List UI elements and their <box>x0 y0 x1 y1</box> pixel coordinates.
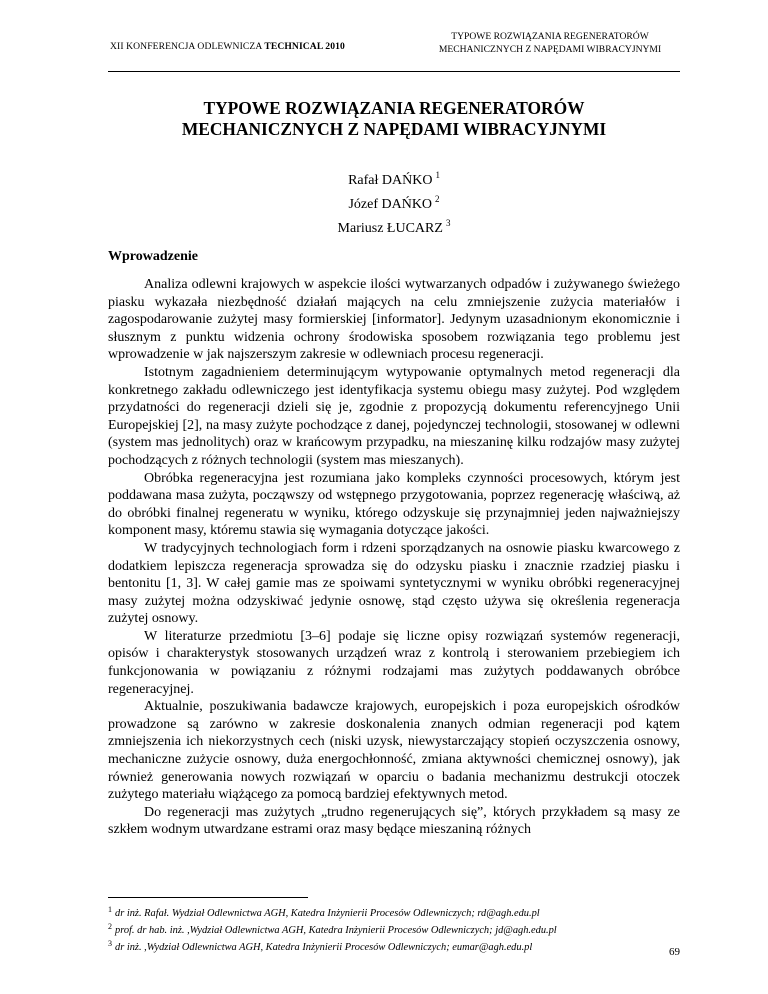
author-mark: 3 <box>445 218 451 228</box>
footnote <box>108 937 688 954</box>
footnote-mark: 2 <box>108 922 112 932</box>
section-heading: Wprowadzenie <box>108 249 198 264</box>
running-title-line-2: MECHANICZNYCH Z NAPĘDAMI WIBRACYJNYMI <box>438 44 662 55</box>
footnote-text: dr inż. Rafał. Wydział Odlewnictwa AGH, Katedra Inżynierii Procesów Odlewniczych; rd@agh.edu.pl <box>115 908 540 919</box>
paragraph: W literaturze przedmiotu [3–6] podaje się liczne opisy rozwiązań systemów regeneracji, opisów i charakterystyk stosowanych urządzeń wraz z kontrolą i sterowaniem przebiegiem ich funkcjonowania w powiązaniu z różnymi rodzajami mas zużytych poddawanych obróbce regeneracyjnej. <box>108 628 680 697</box>
footnote-mark: 3 <box>108 939 112 949</box>
running-header-right <box>420 30 680 56</box>
author <box>108 214 680 238</box>
page-number: 69 <box>669 946 680 958</box>
footnote <box>108 903 688 920</box>
author-name: Józef DAŃKO <box>348 197 433 212</box>
author <box>108 190 680 214</box>
footnote-mark: 1 <box>108 905 112 914</box>
paper-title-line-1: TYPOWE ROZWIĄZANIA REGENERATORÓW <box>203 98 585 118</box>
paragraph: Do regeneracji mas zużytych „trudno regenerujących się”, których przykładem są masy ze szkłem wodnym utwardzane estrami oraz masy będące mieszaniną różnych <box>108 804 680 838</box>
footnote-rule <box>108 897 308 898</box>
footnote <box>108 920 688 937</box>
running-title-line-1: TYPOWE ROZWIĄZANIA REGENERATORÓW <box>451 31 649 42</box>
paper-title <box>108 98 680 140</box>
author-name: Mariusz ŁUCARZ <box>337 221 443 236</box>
author <box>108 166 680 190</box>
footnotes <box>108 903 688 955</box>
paragraph: Obróbka regeneracyjna jest rozumiana jako kompleks czynności procesowych, którym jest poddawana masa zużyta, począwszy od wstępnego przygotowania, poprzez regenerację właściwą, aż do obróbki finalnej regeneratu w wyniku, którego odzyskuje się przynajmniej jeden najważniejszy komponent masy, któremu stawia się wymagania dotyczące jakości. <box>108 470 680 539</box>
running-header-left <box>110 41 345 52</box>
footnote-text: dr inż. ,Wydział Odlewnictwa AGH, Katedra Inżynierii Procesów Odlewniczych; eumar@agh.edu.pl <box>115 942 533 954</box>
conference-edition: TECHNICAL 2010 <box>264 41 345 52</box>
footnote-text: prof. dr hab. inż. ,Wydział Odlewnictwa AGH, Katedra Inżynierii Procesów Odlewniczych; jd@agh.edu.pl <box>115 925 557 937</box>
paragraph: Istotnym zagadnieniem determinującym wytypowanie optymalnych metod regeneracji dla konkretnego zakładu odlewniczego jest identyfikacja systemu obiegu masy zużytej. Pod względem przydatności do regeneracji dzieli się je, zgodnie z propozycją dokumentu referencyjnego Unii Europejskiej [2], na masy zużyte pochodzące z danej, pojedynczej technologii, stosowanej w odlewni (system mas jednolitych) oraz w krańcowym przypadku, na mieszaninę kilku rodzajów masy zużytej pochodzących z różnych technologii (system mas mieszanych). <box>108 364 680 468</box>
author-mark: 1 <box>435 170 440 180</box>
author-mark: 2 <box>435 194 440 204</box>
paragraph: W tradycyjnych technologiach form i rdzeni sporządzanych na osnowie piasku kwarcowego z dodatkiem lepiszcza regeneracja sprowadza się do odzysku piasku i znacznie rzadziej piasku i bentonitu [1, 3]. W całej gamie mas ze spoiwami syntetycznymi w wyniku obróbki regeneracyjnej masy zużytej można odzyskiwać jedynie osnowę, stąd często używa się określenia regeneracja zużytej osnowy. <box>108 540 680 627</box>
author-list <box>108 166 680 238</box>
paragraph: Aktualnie, poszukiwania badawcze krajowych, europejskich i poza europejskich ośrodków prowadzone są zarówno w zakresie doskonalenia znanych odmian regeneracji pod kątem zmniejszenia ich niekorzystnych cech (niski uzysk, niewystarczający stopień oczyszczenia osnowy, mechaniczne zużycie osnowy, duża energochłonność, zmiana aktywności chemicznej osnowy), jak również generowania nowych rozwiązań w oparciu o badania mechanizmu destrukcji otoczek zużytego materiału wiążącego za pomocą bardziej efektywnych metod. <box>108 699 680 803</box>
body-text <box>108 276 680 839</box>
paragraph: Analiza odlewni krajowych w aspekcie ilości wytwarzanych odpadów i zużywanego świeżego piasku wykazała niezbędność działań mających na celu zmniejszenie zużycia materiałów i zagospodarowanie zużytej masy formierskiej [informator]. Jedynym uzasadnionym ekonomicznie i słusznym z punktu widzenia ochrony środowiska sposobem rozwiązania tego problemu jest wprowadzenie w jak najszerszym zakresie w odlewniach procesu regeneracji. <box>108 277 680 363</box>
conference-name: XII KONFERENCJA ODLEWNICZA <box>110 41 265 52</box>
author-name: Rafał DAŃKO <box>348 173 433 188</box>
header-rule <box>108 71 680 72</box>
paper-title-line-2: MECHANICZNYCH Z NAPĘDAMI WIBRACYJNYMI <box>181 119 607 139</box>
